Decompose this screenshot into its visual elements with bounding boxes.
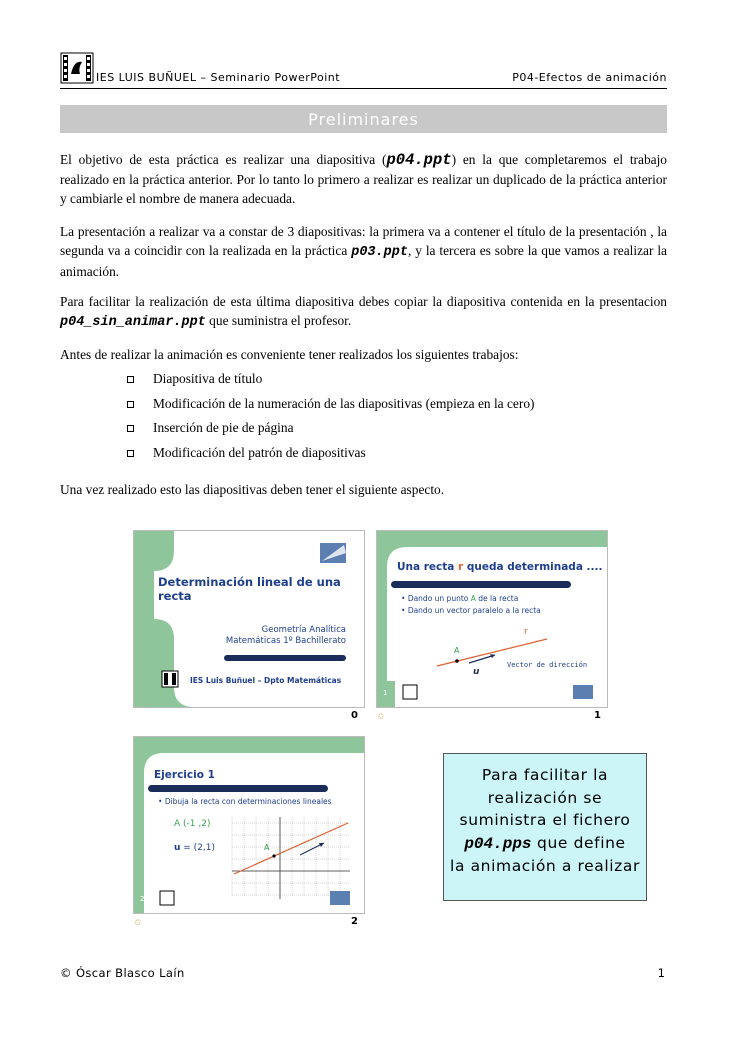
slide-2-background [134,737,364,913]
p3-text-a: Para facilitar la realización de esta última diapositiva debes copiar la diapositiva contenida en la presentacion [60,294,667,309]
list-item-text: Diapositiva de título [153,371,263,386]
slide-number-2: 2 [351,916,358,927]
slide-0-footer: IES Luis Buñuel – Dpto Matemáticas [190,676,342,685]
slide-1-bullet-2: • Dando un vector paralelo a la recta [401,606,541,615]
section-title-band [60,105,667,133]
checkbox-bullet-icon [127,425,134,432]
footer-page-number: 1 [657,966,665,980]
slide-1-b2: Dando un vector paralelo a la recta [407,606,541,615]
slide-0-subtitle [226,625,346,647]
callout-line-3: suministra el fichero [459,811,631,829]
slide-2-label-A: A [264,843,270,852]
callout-text [444,764,646,878]
slide-2-vector [174,843,215,853]
callout-line-4: que define [531,833,626,852]
star-icon: ✩ [134,917,142,927]
p1-text-b: ) en la que completaremos el trabajo realizado en la práctica anterior. Por lo tanto lo primero a realizar es realizar un duplicado de la práctica anterior y cambiarle el nombre de manera adecuada. [60,152,667,206]
list-item [127,418,534,443]
list-item [127,394,534,419]
slide-1-label-u: u [473,667,480,677]
callout-line-2: realización se [487,788,603,807]
slide-1-title-b: queda determinada .... [463,561,603,573]
slide-1-title [397,561,603,573]
slide-2-vec-val: = (2,1) [180,843,216,853]
paragraph-5: Una vez realizado esto las diapositivas deben tener el siguiente aspecto. [60,482,445,497]
p2-text-b: , y la tercera es sobre la que vamos a realizar la animación. [60,243,667,279]
p2-text-a: La presentación a realizar va a constar de 3 diapositivas: la primera va a contener el título de la presentación , la segunda va a coincidir con la realizada en la práctica [60,224,667,258]
list-item [127,443,534,468]
paragraph-1 [60,150,667,208]
page-header [60,50,667,89]
slide-1-bullets [401,593,541,617]
list-item-text: Modificación de la numeración de las diapositivas (empieza en la cero) [153,395,535,411]
slide-2-vec-u: u [174,843,181,853]
callout-box [443,753,647,901]
slide-1-label-A: A [454,646,460,655]
footer-author: © Óscar Blasco Laín [60,966,185,980]
slide-1-title-r: r [458,561,464,573]
school-logo-icon [60,52,94,84]
slide-1-bullet-1: • Dando un punto A de la recta [401,594,519,603]
slide-number-0: 0 [351,710,358,721]
callout-line-1: Para facilitar la [481,766,609,784]
slide-number-1: 1 [594,710,601,721]
p1-filename: p04.ppt [386,151,452,169]
slide-2-title: Ejercicio 1 [154,769,215,781]
list-item-text: Inserción de pie de página [153,420,294,435]
slide-1-b1-b: de la recta [475,594,519,603]
slide-2-point: A (-1 ,2) [174,819,211,829]
prerequisite-list [127,369,534,467]
p2-filename: p03.ppt [351,245,408,260]
slide-2-b1: Dibuja la recta con determinaciones lineales [164,797,332,806]
slide-thumbnail-2 [133,736,365,914]
callout-line-5: la animación a realizar [450,857,640,875]
header-right-text: P04-Efectos de animación [512,71,667,84]
paragraph-2 [60,222,667,281]
slide-1-title-a: Una recta [397,561,459,573]
checkbox-bullet-icon [127,401,134,408]
paragraph-4: Antes de realizar la animación es conveniente tener realizados los siguientes trabajos: [60,347,519,362]
slide-thumbnail-1 [376,530,608,708]
callout-filename: p04.pps [464,834,532,853]
checkbox-bullet-icon [127,376,134,383]
slide-1-b1-A: A [470,594,476,603]
slide-1-label-r: r [524,627,528,637]
checkbox-bullet-icon [127,450,134,457]
star-icon: ✩ [377,711,385,721]
p3-text-b: que suministra el profesor. [205,313,352,328]
p3-filename: p04_sin_animar.ppt [60,315,206,330]
slide-1-b1-a: Dando un punto [407,594,471,603]
slide-0-sub1: Geometría Analítica [261,625,346,635]
list-item-text: Modificación del patrón de diapositivas [153,444,366,460]
paragraph-3 [60,292,667,332]
slide-2-bullet: • Dibuja la recta con determinaciones lineales [158,797,332,806]
slide-1-slide-no: 1 [383,689,388,697]
slide-thumbnail-0 [133,530,365,708]
section-title: Preliminares [308,110,419,129]
list-item [127,369,534,394]
header-left-text: IES LUIS BUÑUEL – Seminario PowerPoint [96,71,341,84]
slide-0-title: Determinación lineal de una recta [158,575,341,603]
slide-0-sub2: Matemáticas 1º Bachillerato [225,636,346,646]
p1-text-a: El objetivo de esta práctica es realizar una diapositiva ( [60,152,387,167]
slide-2-slide-no: 2 [140,895,145,903]
slide-1-background [377,531,607,707]
slide-1-vector-label: Vector de dirección [507,661,588,669]
